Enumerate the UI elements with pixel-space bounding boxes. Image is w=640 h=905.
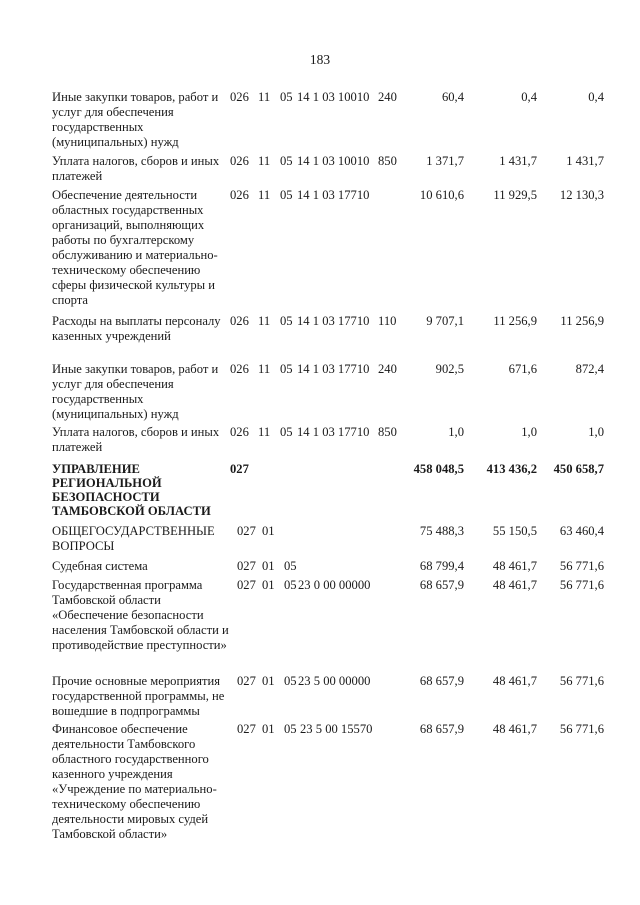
cell-adm: 026 [230,90,249,104]
cell-vr: 850 [378,154,397,168]
cell-adm: 027 [237,524,256,538]
cell-value-2: 671,6 [508,362,537,376]
cell-pr: 05 [284,578,297,592]
cell-value-3: 0,4 [588,90,604,104]
cell-value-3: 56 771,6 [559,722,604,736]
cell-value-3: 56 771,6 [559,674,604,688]
cell-value-1: 458 048,5 [413,462,464,476]
cell-adm: 026 [230,362,249,376]
row-name: ОБЩЕГОСУДАРСТВЕННЫЕ ВОПРОСЫ [52,524,215,553]
cell-cs: 23 0 00 00000 [298,578,371,592]
cell-pr: 05 [284,559,297,573]
cell-vr: 850 [378,425,397,439]
row-name: Иные закупки товаров, работ и услуг для обеспечения государственных (муниципальных) нужд [52,362,219,421]
cell-rz: 11 [258,154,271,168]
cell-rz: 11 [258,90,271,104]
cell-cs: 23 5 00 15570 [300,722,373,736]
cell-adm: 026 [230,425,249,439]
cell-value-2: 48 461,7 [492,722,537,736]
cell-cs: 14 1 03 10010 [297,154,370,168]
cell-value-3: 63 460,4 [559,524,604,538]
cell-rz: 01 [262,524,275,538]
cell-rz: 01 [262,722,275,736]
cell-adm: 027 [237,578,256,592]
cell-adm: 026 [230,154,249,168]
cell-adm: 027 [237,722,256,736]
cell-pr: 05 [280,188,293,202]
cell-pr: 05 [280,314,293,328]
cell-vr: 110 [378,314,397,328]
cell-value-1: 75 488,3 [419,524,464,538]
cell-rz: 11 [258,362,271,376]
cell-value-1: 9 707,1 [426,314,464,328]
cell-value-2: 11 256,9 [493,314,537,328]
cell-adm: 026 [230,188,249,202]
cell-rz: 11 [258,188,271,202]
cell-pr: 05 [284,674,297,688]
cell-value-2: 11 929,5 [493,188,537,202]
cell-cs: 14 1 03 10010 [297,90,370,104]
cell-value-1: 1,0 [448,425,464,439]
cell-value-1: 1 371,7 [426,154,464,168]
cell-value-3: 11 256,9 [560,314,604,328]
cell-value-3: 12 130,3 [559,188,604,202]
cell-value-3: 1 431,7 [566,154,604,168]
cell-rz: 11 [258,425,271,439]
cell-value-2: 55 150,5 [492,524,537,538]
cell-vr: 240 [378,362,397,376]
cell-value-2: 48 461,7 [492,674,537,688]
cell-value-2: 0,4 [521,90,537,104]
cell-value-1: 68 799,4 [419,559,464,573]
cell-pr: 05 [280,362,293,376]
row-name: Государственная программа Тамбовской области «Обеспечение безопасности населения Тамбовской области и противодействие преступности» [52,578,229,652]
row-name: Уплата налогов, сборов и иных платежей [52,154,220,183]
cell-value-3: 56 771,6 [559,559,604,573]
cell-pr: 05 [280,425,293,439]
cell-adm: 026 [230,314,249,328]
cell-cs: 14 1 03 17710 [297,314,370,328]
cell-value-2: 48 461,7 [492,578,537,592]
row-name: Иные закупки товаров, работ и услуг для обеспечения государственных (муниципальных) нужд [52,90,219,149]
row-name: Финансовое обеспечение деятельности Тамбовского областного государственного казенного учреждения «Учреждение по материально-техническому обеспечению деятельности мировых судей Тамбовской области» [52,722,217,841]
cell-value-3: 1,0 [588,425,604,439]
cell-cs: 14 1 03 17710 [297,425,370,439]
cell-adm: 027 [230,462,249,476]
cell-cs: 14 1 03 17710 [297,188,370,202]
cell-value-2: 1 431,7 [499,154,537,168]
cell-value-3: 872,4 [575,362,604,376]
page-number: 183 [309,52,331,67]
cell-rz: 01 [262,674,275,688]
cell-rz: 11 [258,314,271,328]
cell-cs: 14 1 03 17710 [297,362,370,376]
cell-value-1: 68 657,9 [419,578,464,592]
cell-rz: 01 [262,578,275,592]
row-name: Уплата налогов, сборов и иных платежей [52,425,220,454]
cell-adm: 027 [237,674,256,688]
cell-rz: 01 [262,559,275,573]
cell-pr: 05 [280,154,293,168]
cell-value-3: 450 658,7 [553,462,604,476]
cell-cs: 23 5 00 00000 [298,674,371,688]
cell-value-1: 68 657,9 [419,674,464,688]
row-name: Обеспечение деятельности областных государственных организаций, выполняющих работы по бухгалтерскому обслуживанию и материально-техническому обеспечению сферы физической культуры и спорта [52,188,218,307]
cell-pr: 05 [284,722,297,736]
cell-adm: 027 [237,559,256,573]
row-name: Прочие основные мероприятия государственной программы, не вошедшие в подпрограммы [52,674,225,718]
row-name: Судебная система [52,559,148,573]
row-name: УПРАВЛЕНИЕ РЕГИОНАЛЬНОЙ БЕЗОПАСНОСТИ ТАМБОВСКОЙ ОБЛАСТИ [52,462,211,518]
cell-value-3: 56 771,6 [559,578,604,592]
cell-pr: 05 [280,90,293,104]
cell-vr: 240 [378,90,397,104]
cell-value-1: 60,4 [441,90,464,104]
cell-value-1: 902,5 [435,362,464,376]
cell-value-2: 413 436,2 [486,462,537,476]
cell-value-2: 48 461,7 [492,559,537,573]
cell-value-1: 10 610,6 [419,188,464,202]
cell-value-1: 68 657,9 [419,722,464,736]
row-name: Расходы на выплаты персоналу казенных учреждений [52,314,221,343]
cell-value-2: 1,0 [521,425,537,439]
